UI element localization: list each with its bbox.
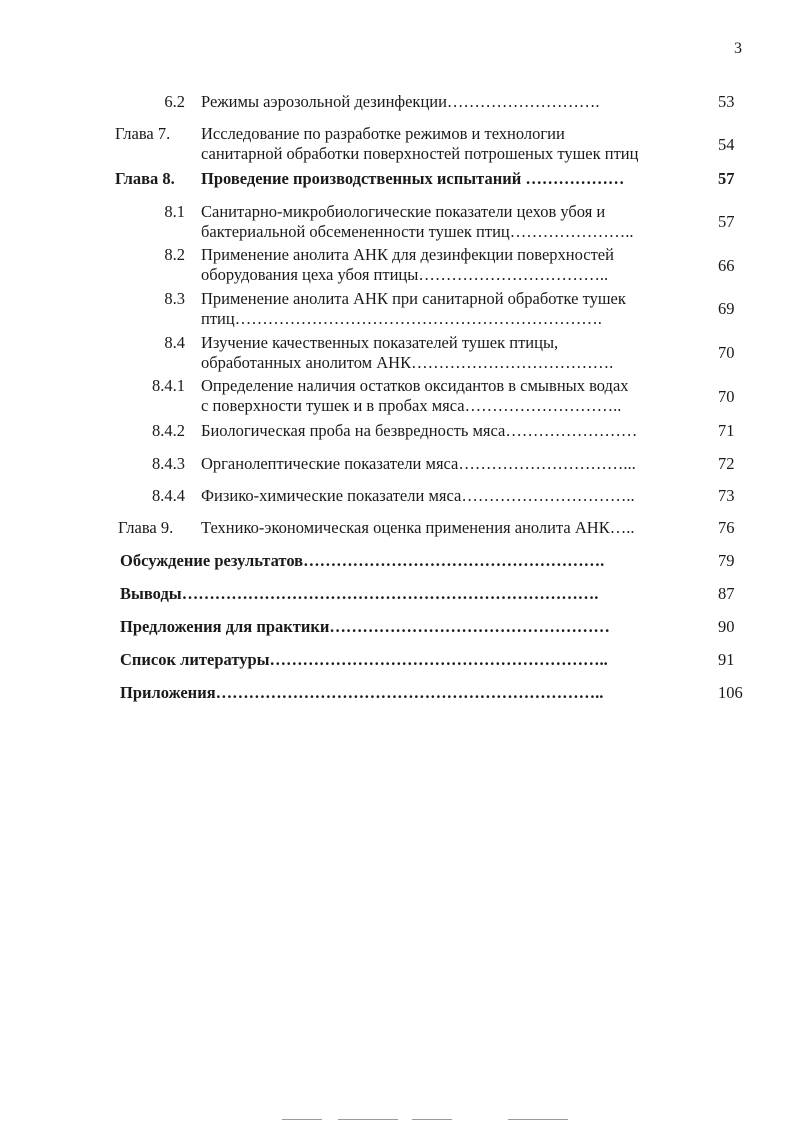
toc-entry-number: 8.2: [164, 245, 185, 264]
toc-entry-page: 66: [718, 256, 735, 275]
toc-entry-title-line1: Применение анолита АНК при санитарной обработке тушек: [201, 289, 626, 308]
toc-entry-title: [201, 124, 638, 164]
toc-entry-title: [201, 245, 614, 285]
scan-artifact: [282, 1119, 322, 1120]
toc-entry-title-line2: обработанных анолитом АНК……………………………….: [201, 353, 614, 372]
toc-entry-page: 69: [718, 299, 735, 318]
toc-entry-page: 72: [718, 454, 735, 473]
toc-entry-page: 90: [718, 617, 735, 636]
toc-entry-title-line2: оборудования цеха убоя птицы……………………………..: [201, 265, 609, 284]
toc-entry-title: Физико-химические показатели мяса…………………………..: [201, 486, 635, 505]
toc-entry-page: 91: [718, 650, 735, 669]
toc-entry-number: 8.4.4: [152, 486, 185, 505]
toc-entry-title-line1: Исследование по разработке режимов и технологии: [201, 124, 565, 143]
toc-entry-title: Технико-экономическая оценка применения анолита АНК…..: [201, 518, 635, 537]
toc-entry-page: 79: [718, 551, 735, 570]
toc-entry-title-line1: Санитарно-микробиологические показатели цехов убоя и: [201, 202, 606, 221]
toc-entry-title: [201, 333, 613, 373]
toc-entry-title: Приложения……………………………………………………………..: [120, 683, 604, 702]
toc-entry-title: [201, 289, 626, 329]
toc-entry-number: Глава 8.: [115, 169, 175, 188]
toc-entry-title: Проведение производственных испытаний ………………: [201, 169, 625, 188]
toc-entry-title: Органолептические показатели мяса…………………………...: [201, 454, 636, 473]
toc-entry-number: 6.2: [164, 92, 185, 111]
toc-entry-title-line2: с поверхности тушек и в пробах мяса………………………..: [201, 396, 622, 415]
toc-entry-number: 8.4.1: [152, 376, 185, 395]
toc-entry-page: 71: [718, 421, 735, 440]
toc-entry-page: 73: [718, 486, 735, 505]
toc-entry-page: 57: [718, 212, 735, 231]
toc-entry-number: 8.4: [164, 333, 185, 352]
toc-entry-title: Список литературы……………………………………………………..: [120, 650, 608, 669]
toc-entry-page: 70: [718, 387, 735, 406]
toc-entry-title: Выводы………………………………………………………………….: [120, 584, 599, 603]
toc-entry-page: 54: [718, 135, 735, 154]
toc-entry-title-line1: Применение анолита АНК для дезинфекции поверхностей: [201, 245, 614, 264]
page-number: 3: [734, 40, 742, 57]
toc-entry-number: Глава 7.: [115, 124, 171, 143]
toc-entry-number: Глава 9.: [118, 518, 174, 537]
scan-artifact: [412, 1119, 452, 1120]
toc-entry-title-line2: санитарной обработки поверхностей потрошеных тушек птиц: [201, 144, 639, 163]
toc-entry-page: 70: [718, 343, 735, 362]
scan-artifact: [338, 1119, 398, 1120]
toc-entry-page: 76: [718, 518, 735, 537]
toc-entry-number: 8.4.3: [152, 454, 185, 473]
toc-entry-number: 8.4.2: [152, 421, 185, 440]
toc-entry-page: 57: [718, 169, 735, 188]
toc-entry-page: 106: [718, 683, 743, 702]
scan-artifact: [508, 1119, 568, 1120]
toc-entry-title-line2: бактериальной обсемененности тушек птиц…………………..: [201, 222, 634, 241]
toc-entry-title: [201, 202, 633, 242]
toc-entry-title: [201, 376, 629, 416]
toc-entry-title: Биологическая проба на безвредность мяса……………………: [201, 421, 638, 440]
toc-entry-title-line2: птиц………………………………………………………….: [201, 309, 602, 328]
toc-entry-title: Режимы аэрозольной дезинфекции……………………….: [201, 92, 600, 111]
toc-entry-title-line1: Изучение качественных показателей тушек птицы,: [201, 333, 559, 352]
toc-entry-title: Предложения для практики……………………………………………: [120, 617, 610, 636]
toc-entry-page: 87: [718, 584, 735, 603]
toc-entry-number: 8.3: [164, 289, 185, 308]
toc-entry-page: 53: [718, 92, 735, 111]
toc-entry-title-line1: Определение наличия остатков оксидантов в смывных водах: [201, 376, 629, 395]
toc-entry-number: 8.1: [164, 202, 185, 221]
toc-entry-title: Обсуждение результатов……………………………………………….: [120, 551, 605, 570]
